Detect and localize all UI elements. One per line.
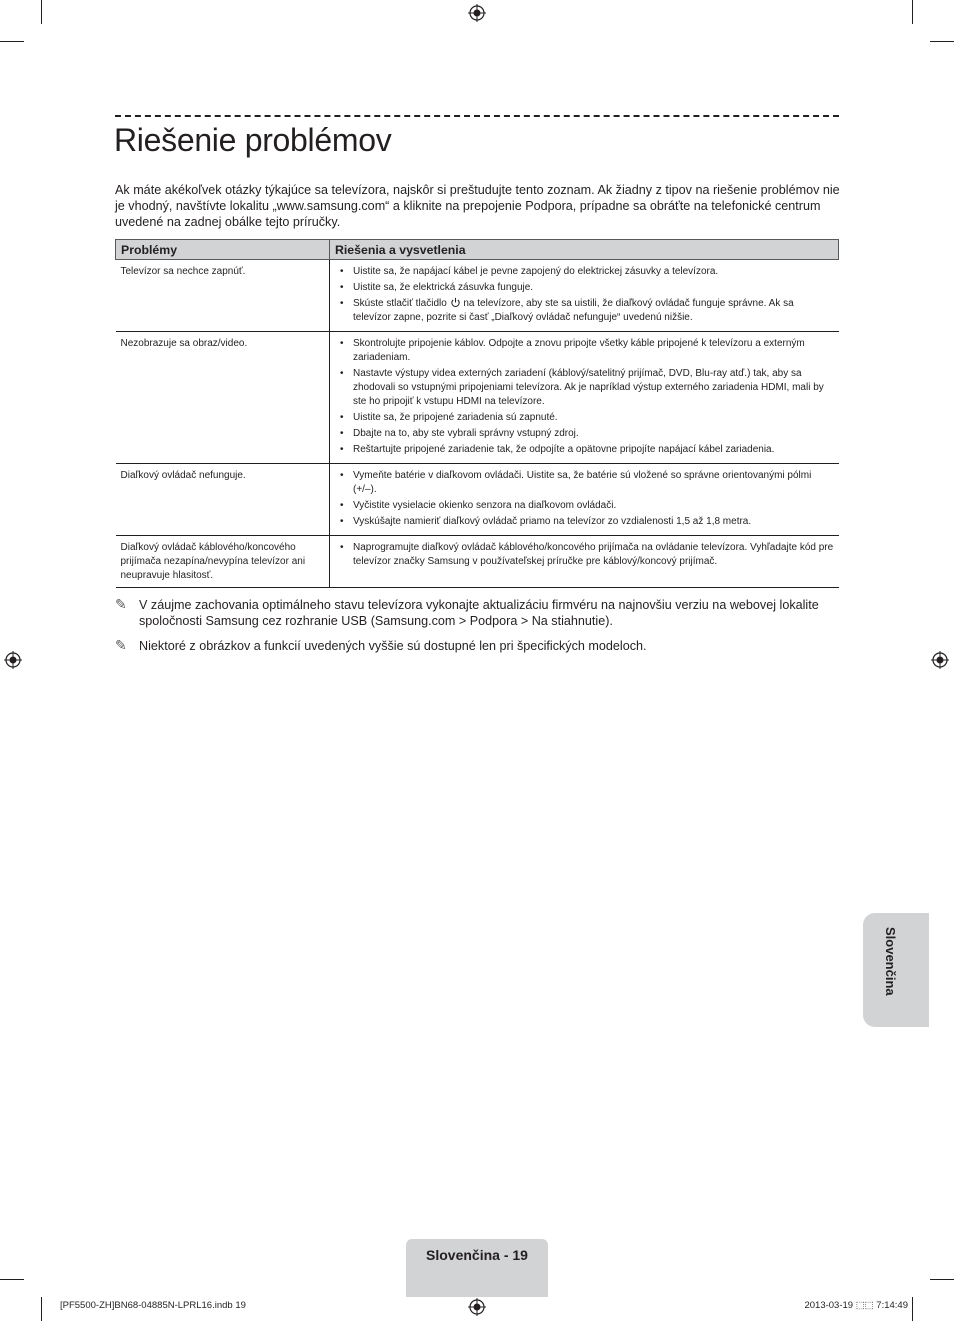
crop-mark — [930, 41, 954, 42]
registration-mark-icon — [468, 1298, 486, 1316]
solution-item: • Uistite sa, že napájací kábel je pevne zapojený do elektrickej zásuvky a televízora. — [336, 265, 834, 279]
solution-list — [336, 541, 834, 569]
solution-item: • Nastavte výstupy videa externých zariadení (káblový/satelitný prijímač, DVD, Blu-ray atď.) tak, aby sa zhodovali so vstupnými pripojeniami televízora. Ak je napríklad výstup externého zariadenia HDMI, mali by ste ho pripojiť k vstupu HDMI na televízore. — [336, 367, 834, 409]
crop-mark — [912, 0, 913, 24]
solution-list — [336, 265, 834, 325]
note-models — [115, 638, 840, 654]
column-header-problems: Problémy — [116, 240, 330, 260]
registration-mark-icon — [468, 4, 486, 22]
troubleshooting-table — [115, 239, 839, 588]
problem-cell: Televízor sa nechce zapnúť. — [116, 260, 330, 332]
language-label: Slovenčina — [883, 927, 898, 996]
pencil-note-icon: ✎ — [115, 637, 127, 653]
note-text: V záujme zachovania optimálneho stavu televízora vykonajte aktualizáciu firmvéru na najnovšiu verziu na webovej lokalite spoločnosti Samsung cez rozhranie USB (Samsung.com > Podpora > Na stiahnutie). — [139, 598, 819, 628]
solution-item: • Vyčistite vysielacie okienko senzora na diaľkovom ovládači. — [336, 499, 834, 513]
page-number-tab — [406, 1239, 548, 1297]
solution-cell — [330, 260, 839, 332]
language-side-tab — [863, 913, 929, 1027]
footer-timestamp: 2013-03-19 ⬚⬚ 7:14:49 — [804, 1300, 908, 1311]
solution-item: • Naprogramujte diaľkový ovládač káblového/koncového prijímača na ovládanie televízora. Vyhľadajte kód pre televízor značky Samsung v používateľskej príručke pre káblový/koncový prijímač. — [336, 541, 834, 569]
solution-list — [336, 337, 834, 457]
solution-item: • Vymeňte batérie v diaľkovom ovládači. Uistite sa, že batérie sú vložené so správne orientovanými pólmi (+/–). — [336, 469, 834, 497]
solution-text: Skúste stlačiť tlačidlo — [353, 298, 447, 309]
table-header-row — [116, 240, 839, 260]
title-divider — [115, 115, 839, 117]
table-row — [116, 464, 839, 536]
page-number-label: Slovenčina - 19 — [426, 1247, 528, 1263]
intro-paragraph: Ak máte akékoľvek otázky týkajúce sa televízora, najskôr si preštudujte tento zoznam. Ak žiadny z tipov na riešenie problémov nie je vhodný, navštívte lokalitu „www.samsung.com“ a kliknite na prepojenie Podpora, prípadne sa obráťte na telefonické centrum uvedené na zadnej obálke tejto príručky. — [115, 183, 840, 230]
crop-mark — [41, 1297, 42, 1321]
registration-mark-icon — [931, 651, 949, 669]
footer-file-info: [PF5500-ZH]BN68-04885N-LPRL16.indb 19 — [60, 1300, 246, 1311]
problem-cell: Diaľkový ovládač káblového/koncového prijímača nezapína/nevypína televízor ani neupravuje hlasitosť. — [116, 536, 330, 588]
crop-mark — [930, 1279, 954, 1280]
solution-cell — [330, 536, 839, 588]
registration-mark-icon — [4, 651, 22, 669]
solution-cell — [330, 332, 839, 464]
note-text: Niektoré z obrázkov a funkcií uvedených vyššie sú dostupné len pri špecifických modeloch. — [139, 639, 647, 653]
solution-item: • Uistite sa, že pripojené zariadenia sú zapnuté. — [336, 411, 834, 425]
solution-item: • Vyskúšajte namieriť diaľkový ovládač priamo na televízor zo vzdialenosti 1,5 až 1,8 metra. — [336, 515, 834, 529]
note-firmware — [115, 597, 840, 629]
problem-cell: Nezobrazuje sa obraz/video. — [116, 332, 330, 464]
solution-item: • Uistite sa, že elektrická zásuvka funguje. — [336, 281, 834, 295]
solution-item: • Dbajte na to, aby ste vybrali správny vstupný zdroj. — [336, 427, 834, 441]
pencil-note-icon: ✎ — [115, 596, 127, 612]
crop-mark — [0, 41, 24, 42]
crop-mark — [912, 1297, 913, 1321]
solution-item: • Reštartujte pripojené zariadenie tak, že odpojíte a opätovne pripojíte napájací kábel zariadenia. — [336, 443, 834, 457]
column-header-solutions: Riešenia a vysvetlenia — [330, 240, 839, 260]
crop-mark — [41, 0, 42, 24]
solution-item — [336, 297, 834, 325]
table-row — [116, 260, 839, 332]
power-icon — [450, 297, 461, 308]
crop-mark — [0, 1279, 24, 1280]
table-row — [116, 332, 839, 464]
problem-cell: Diaľkový ovládač nefunguje. — [116, 464, 330, 536]
solution-cell — [330, 464, 839, 536]
solution-text: na televízore, aby ste sa uistili, že diaľkový ovládač funguje správne. Ak sa televízor zapne, pozrite si časť „Diaľkový ovládač nefunguje“ uvedenú nižšie. — [353, 298, 794, 323]
solution-item: • Skontrolujte pripojenie káblov. Odpojte a znovu pripojte všetky káble pripojené k televízoru a externým zariadeniam. — [336, 337, 834, 365]
solution-list — [336, 469, 834, 529]
page-title: Riešenie problémov — [114, 122, 392, 158]
table-row — [116, 536, 839, 588]
